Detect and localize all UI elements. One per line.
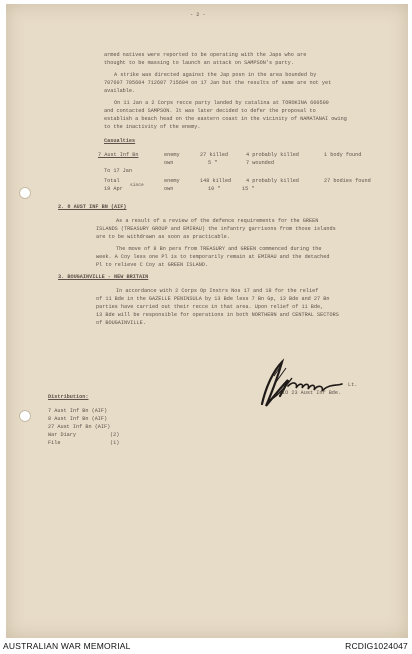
casualty-cell: 27 bodies found (324, 178, 371, 184)
intro-line: available. (104, 88, 136, 94)
casualty-unit: To 17 Jan (104, 168, 133, 174)
section3-line: 13 Bde will be responsible for operations in both NORTHERN and CENTRAL SECTORS (96, 312, 339, 318)
signature-title: IO 23 Aust Inf Bde. (282, 390, 342, 396)
distribution-item: War Diary (48, 432, 77, 438)
distribution-item: 8 Aust Inf Bn (AIF) (48, 416, 108, 422)
intro-line: thought to be massing to launch an attack on SAMPSON's party. (104, 60, 294, 66)
casualty-cell: 10 " (208, 186, 221, 192)
section3-line: of 11 Bde in the GAZELLE PENINSULA by 13 Bde less 7 Bn Gp, 13 Bde and 27 Bn (96, 296, 330, 302)
casualty-cell: 4 probably killed (246, 152, 299, 158)
section3-line: In accordance with 2 Corps Op Instrs Nos 17 and 18 for the relief (116, 288, 319, 294)
distribution-heading: Distribution: (48, 394, 89, 400)
section2-line: The move of 8 Bn pers from TREASURY and GREEN commenced during the (116, 246, 322, 252)
casualty-unit: 19 Apr (104, 186, 123, 192)
distribution-count: (1) (110, 440, 120, 446)
distribution-item: 27 Aust Inf Bn (AIF) (48, 424, 111, 430)
punch-hole (19, 410, 31, 422)
intro-line: establish a beach head on the eastern coast in the vicinity of NAMATANAI owing (104, 116, 347, 122)
distribution-item: File (48, 440, 61, 446)
distribution-item: 7 Aust Inf Bn (AIF) (48, 408, 108, 414)
casualty-cell: own (164, 160, 174, 166)
section-heading: 3. BOUGAINVILLE - NEW BRITAIN (58, 274, 149, 280)
casualty-unit: Total (104, 178, 120, 184)
intro-line: and contacted SAMPSON. It was later decided to defer the proposal to (104, 108, 316, 114)
intro-line: A strike was directed against the Jap posn in the area bounded by (114, 72, 317, 78)
casualty-cell: 27 killed (200, 152, 229, 158)
footer-source: AUSTRALIAN WAR MEMORIAL (3, 641, 131, 651)
section-heading: 2. 8 AUST INF BN (AIF) (58, 204, 127, 210)
casualty-cell: 5 " (208, 160, 218, 166)
distribution-count: (2) (110, 432, 120, 438)
document-page (6, 4, 408, 638)
casualty-unit: 7 Aust Inf Bn (98, 152, 139, 158)
section2-line: As a result of a review of the defence requirements for the GREEN (116, 218, 319, 224)
intro-line: On 11 Jan a 2 Corps recce party landed by catalina at TOROKINA 660500 (114, 100, 329, 106)
casualty-cell: 148 killed (200, 178, 232, 184)
section2-line: week. A Coy less one Pl is to temporarily remain at EMIRAU and the detached (96, 254, 330, 260)
intro-line: armed natives were reported to be operating with the Japs who are (104, 52, 307, 58)
punch-hole (19, 187, 31, 199)
casualty-cell: 7 wounded (246, 160, 275, 166)
section3-line: parties have carried out their recce in that area. Upon relief of 11 Bde, (96, 304, 324, 310)
section3-line: of BOUGAINVILLE. (96, 320, 146, 326)
casualty-cell: enemy (164, 152, 180, 158)
casualty-cell: own (164, 186, 174, 192)
page-number: - 2 - (190, 12, 206, 18)
intro-line: 707607 705604 712607 715604 on 17 Jan but the results of same are not yet (104, 80, 332, 86)
casualty-handwritten-mark: since (130, 183, 144, 188)
casualties-heading: Casualties (104, 138, 136, 144)
handwritten-signature (252, 356, 354, 410)
section2-line: ISLANDS (TREASURY GROUP and EMIRAU) the infantry garrisons from those islands (96, 226, 336, 232)
casualty-cell: 15 " (242, 186, 255, 192)
casualty-cell: 4 probably killed (246, 178, 299, 184)
signature-rank: Lt. (348, 382, 358, 388)
casualty-cell: 1 body found (324, 152, 362, 158)
casualty-cell: enemy (164, 178, 180, 184)
section2-line: are to be withdrawn as soon as practicable. (96, 234, 230, 240)
section2-line: Pl to relieve C Coy at GREEN ISLAND. (96, 262, 209, 268)
footer-id: RCDIG1024047 (345, 641, 408, 651)
intro-line: to the inactivity of the enemy. (104, 124, 201, 130)
